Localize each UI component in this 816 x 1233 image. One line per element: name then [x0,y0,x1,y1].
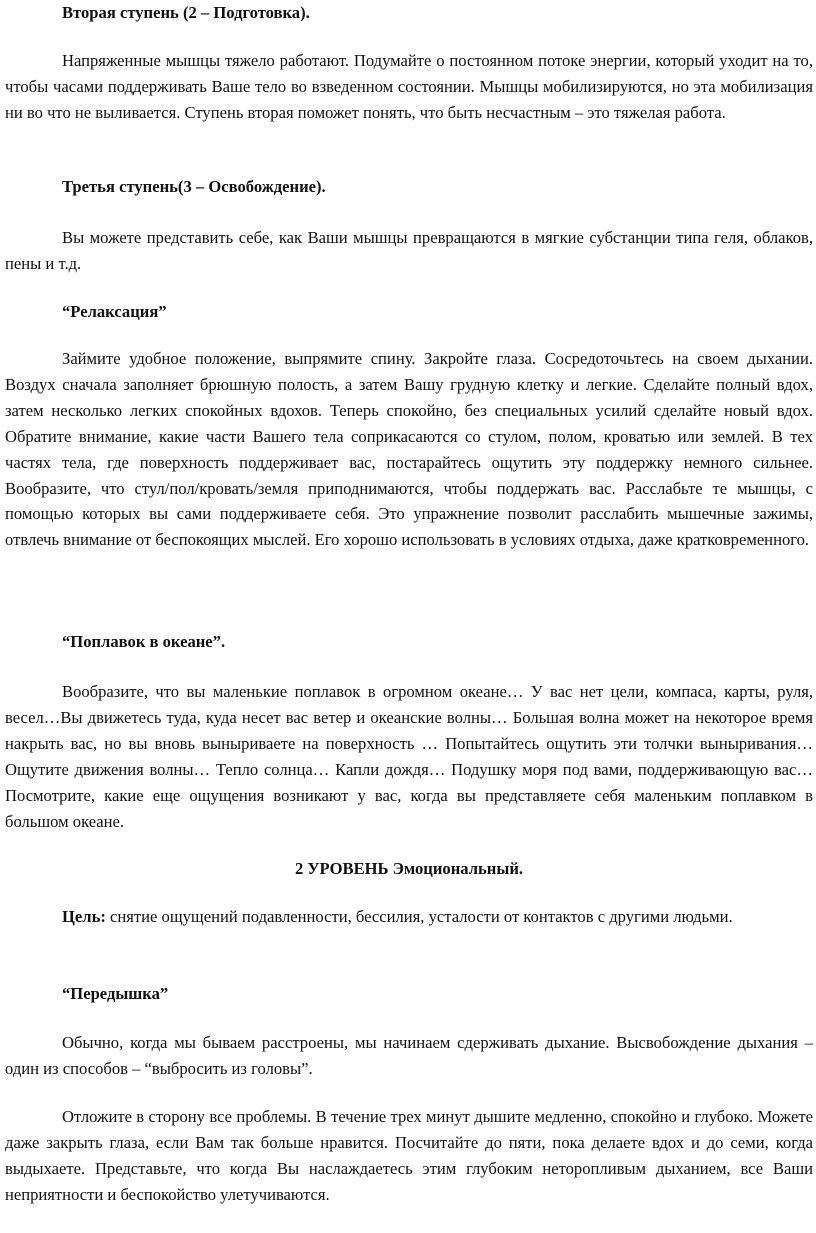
breather-heading: “Передышка” [62,984,169,1003]
float-paragraph: Вообразите, что вы маленькие поплавок в огромном океане… У вас нет цели, компаса, карты, руля, весел…Вы движетесь туда, куда несет вас ветер и океанские волны… Большая волна может на некоторое время накрыть вас, но вы вновь выныриваете на поверхность … Попытайтесь ощутить эти толчки выныривания… Ощутите движения волны… Тепло солнца… Капли дождя… Подушку моря под вами, поддерживающую вас… Посмотрите, какие еще ощущения возникают у вас, когда вы представляете себя маленьким поплавком в большом океане. [5,682,813,831]
relaxation-heading: “Релаксация” [62,302,167,321]
stage2-heading: Вторая ступень (2 – Подготовка). [62,3,310,22]
level2-goal [5,904,813,930]
relaxation-paragraph: Займите удобное положение, выпрямите спину. Закройте глаза. Сосредоточьтесь на своем дыхании. Воздух сначала заполняет брюшную полость, а затем Вашу грудную клетку и легкие. Сделайте полный вдох, затем несколько легких спокойных вдохов. Теперь спокойно, без специальных усилий сделайте новый вдох. Обратите внимание, какие части Вашего тела соприкасаются со стулом, полом, кроватью или землей. В тех частях тела, где поверхность поддерживает вас, постарайтесь ощутить эту поддержку немного сильнее. Вообразите, что стул/пол/кровать/земля приподнимаются, чтобы поддержать вас. Расслабьте те мышцы, с помощью которых вы сами поддерживаете себя. Это упражнение позволит расслабить мышечные зажимы, отвлечь внимание от беспокоящих мыслей. Его хорошо использовать в условиях отдыха, даже кратковременного. [5,349,813,550]
float-heading: “Поплавок в океане”. [62,632,226,651]
breather-paragraph-2: Отложите в сторону все проблемы. В течение трех минут дышите медленно, спокойно и глубоко. Можете даже закрыть глаза, если Вам так больше нравится. Посчитайте до пяти, пока делаете вдох и до семи, когда выдыхаете. Представьте, что когда Вы наслаждаетесь этим глубоким неторопливым дыханием, все Ваши неприятности и беспокойство улетучиваются. [5,1107,813,1204]
stage2-paragraph: Напряженные мышцы тяжело работают. Подумайте о постоянном потоке энергии, который уходит на то, чтобы часами поддерживать Ваше тело во взведенном состоянии. Мышцы мобилизируются, но эта мобилизация ни во что не выливается. Ступень вторая поможет понять, что быть несчастным – это тяжелая работа. [5,51,813,122]
goal-label: Цель: [62,907,106,926]
level2-heading: 2 УРОВЕНЬ Эмоциональный. [294,859,524,878]
breather-paragraph-1: Обычно, когда мы бываем расстроены, мы начинаем сдерживать дыхание. Высвобождение дыхания – один из способов – “выбросить из головы”. [5,1033,813,1078]
goal-text: снятие ощущений подавленности, бессилия, усталости от контактов с другими людьми. [105,907,733,926]
stage3-heading: Третья ступень(3 – Освобождение). [62,177,326,196]
stage3-paragraph: Вы можете представить себе, как Ваши мышцы превращаются в мягкие субстанции типа геля, облаков, пены и т.д. [5,228,813,273]
